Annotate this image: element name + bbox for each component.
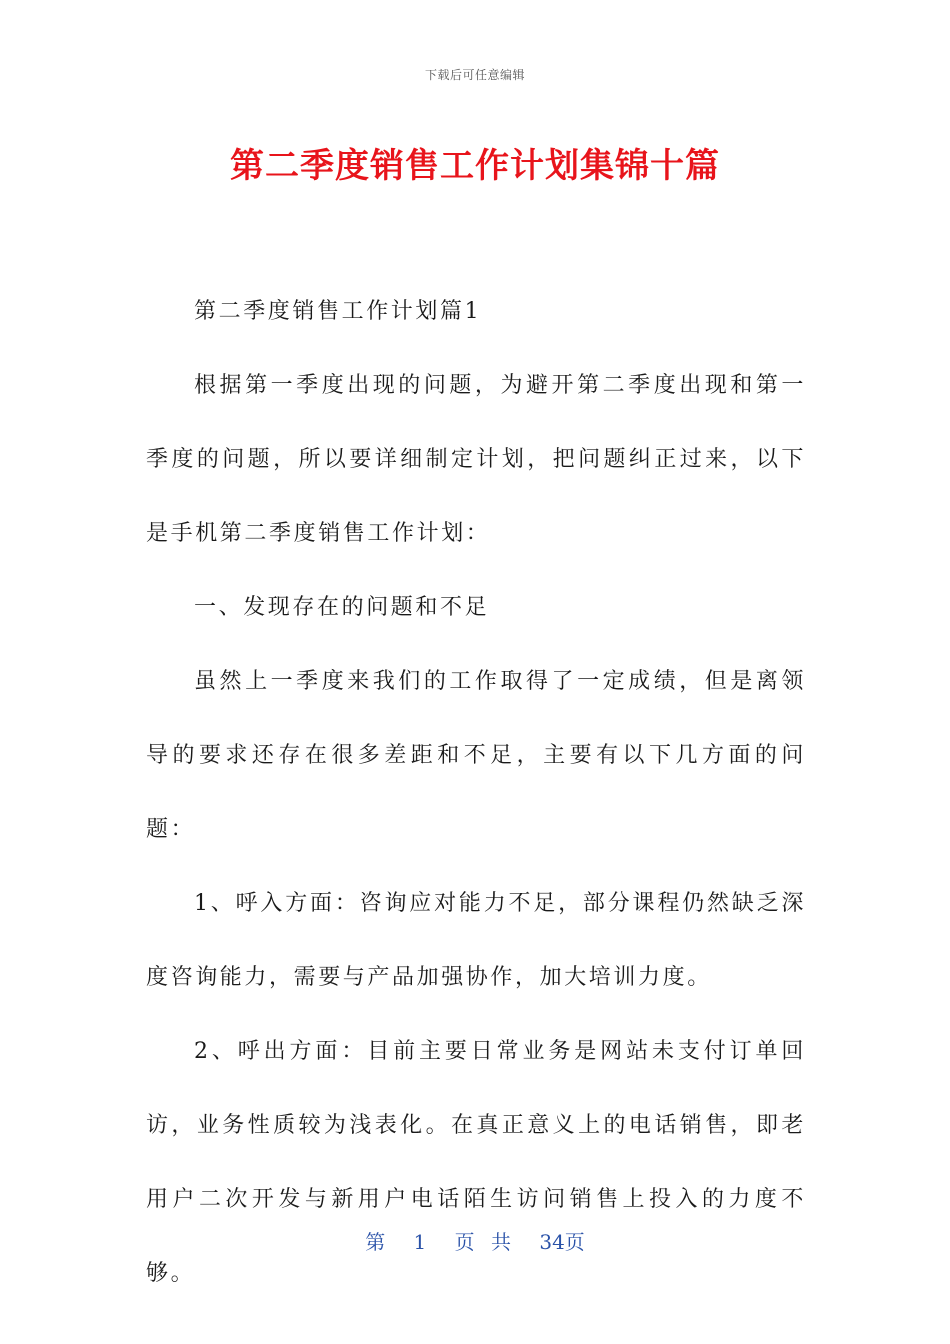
footer-prefix: 第	[365, 1230, 386, 1254]
section-heading: 第二季度销售工作计划篇1	[194, 299, 482, 324]
footer-middle: 页 共	[454, 1230, 511, 1254]
paragraph: 根据第一季度出现的问题，为避开第二季度出现和第一季度的问题，所以要详细制定计划，把问题纠正过来，以下是手机第二季度销售工作计划：	[146, 373, 806, 546]
paragraph: 2、呼出方面：目前主要日常业务是网站未支付订单回访，业务性质较为浅表化。在真正意义上的电话销售，即老用户二次开发与新用户电话陌生访问销售上投入的力度不够。	[146, 1039, 806, 1286]
document-title: 第二季度销售工作计划集锦十篇	[230, 146, 720, 186]
subsection-heading: 一、发现存在的问题和不足	[194, 595, 490, 620]
header-note: 下载后可任意编辑	[424, 68, 525, 82]
page-footer	[0, 1226, 950, 1255]
paragraph: 虽然上一季度来我们的工作取得了一定成绩，但是离领导的要求还存在很多差距和不足，主要有以下几方面的问题：	[146, 669, 806, 842]
footer-total-pages: 34页	[539, 1230, 585, 1254]
footer-page-number: 1	[413, 1230, 427, 1254]
paragraph: 1、呼入方面：咨询应对能力不足，部分课程仍然缺乏深度咨询能力，需要与产品加强协作，加大培训力度。	[146, 891, 806, 990]
document-body	[146, 275, 806, 1311]
